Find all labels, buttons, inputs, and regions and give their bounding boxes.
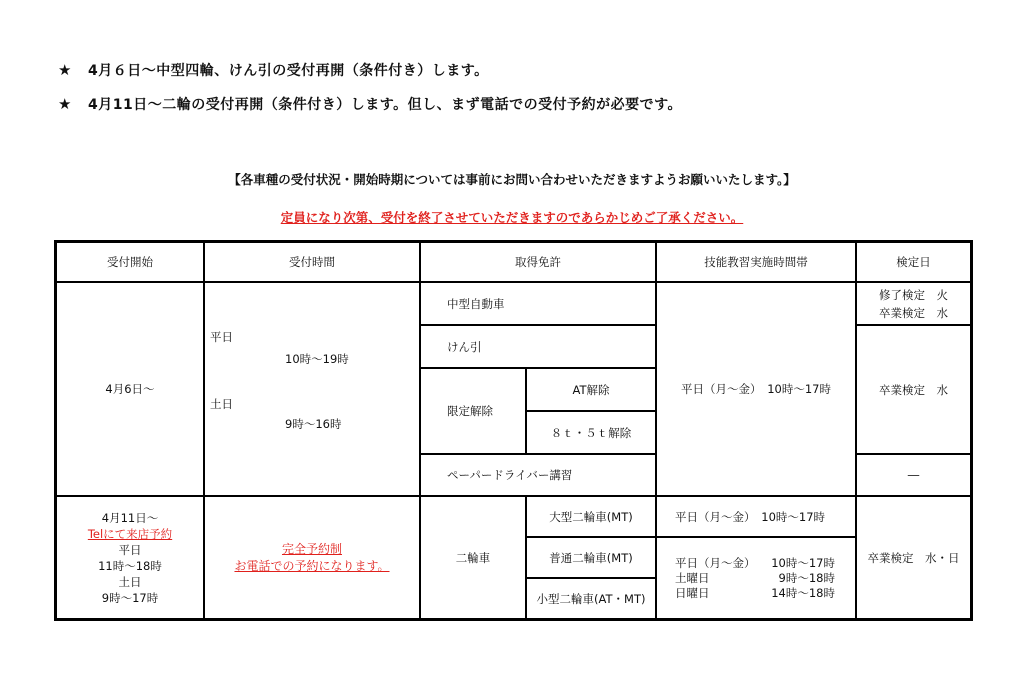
notice-line-2	[58, 94, 682, 114]
row1-exam-1b: 卒業検定 水	[879, 305, 948, 320]
row2-start	[56, 496, 204, 619]
row2-start-tel: Telにて来店予約	[87, 526, 173, 541]
row2-reservation-2: お電話での予約になります。	[234, 558, 390, 573]
row1-start: 4月6日～	[56, 282, 204, 496]
row1-exam-1	[856, 282, 971, 325]
row2-weekday-label: 平日	[118, 542, 142, 557]
row1-license-medium: 中型自動車	[420, 282, 656, 325]
warning-line: 定員になり次第、受付を終了させていただきますのであらかじめご了承ください。	[280, 210, 744, 225]
row2-sched-weekday-label: 平日（月～金）	[675, 555, 756, 570]
info-line: 【各車種の受付状況・開始時期については事前にお問い合わせいただきますようお願いいたします。】	[228, 172, 796, 187]
notice-text-2: 4月11日～二輪の受付再開（条件付き）します。但し、まず電話での受付予約が必要です。	[88, 97, 682, 113]
row2-sched-weekday-time: 10時～17時	[771, 555, 835, 570]
header-hours: 受付時間	[204, 242, 420, 282]
row2-sched-sun-label: 日曜日	[675, 585, 710, 600]
row2-sched-weekday	[675, 556, 835, 571]
row2-start-date: 4月11日～	[101, 510, 159, 525]
row1-hours	[204, 282, 420, 496]
star-icon: ★	[58, 95, 72, 113]
row1-limit-at: AT解除	[526, 368, 656, 411]
row1-weekend-label: 土日	[210, 397, 233, 411]
row1-weekday-label: 平日	[210, 330, 233, 344]
row1-schedule: 平日（月～金） 10時～17時	[656, 282, 856, 496]
notice-text-1: 4月６日～中型四輪、けん引の受付再開（条件付き）します。	[88, 63, 489, 79]
row2-sched-sun	[675, 586, 835, 601]
row2-moto-small: 小型二輪車(AT・MT)	[526, 578, 656, 619]
row1-exam-2: 卒業検定 水	[856, 325, 971, 454]
row2-weekend-label: 土日	[118, 574, 142, 589]
row2-sched-sat-time: 9時～18時	[778, 570, 835, 585]
row2-sched-sat-label: 土曜日	[675, 570, 710, 585]
row2-sched-sat	[675, 571, 835, 586]
row2-sched-normal-small	[656, 537, 856, 619]
header-license: 取得免許	[420, 242, 656, 282]
row1-license-limit: 限定解除	[420, 368, 526, 454]
schedule-table	[54, 240, 973, 621]
row1-weekday-time: 10時～19時	[285, 352, 349, 366]
row2-sched-large: 平日（月～金） 10時～17時	[656, 496, 856, 537]
row1-exam-3: ―	[856, 454, 971, 496]
row2-sched-sun-time: 14時～18時	[771, 585, 835, 600]
header-start: 受付開始	[56, 242, 204, 282]
notice-line-1	[58, 60, 489, 80]
row2-license: 二輪車	[420, 496, 526, 619]
row2-reservation	[204, 496, 420, 619]
header-exam: 検定日	[856, 242, 971, 282]
row2-weekend-time: 9時～17時	[101, 590, 159, 605]
row2-moto-normal: 普通二輪車(MT)	[526, 537, 656, 578]
header-schedule: 技能教習実施時間帯	[656, 242, 856, 282]
row2-reservation-1: 完全予約制	[281, 541, 342, 556]
row1-weekend-time: 9時～16時	[285, 417, 342, 431]
row2-weekday-time: 11時～18時	[98, 558, 162, 573]
row1-license-towing: けん引	[420, 325, 656, 368]
row1-license-paper: ペーパードライバー講習	[420, 454, 656, 496]
row2-exam: 卒業検定 水・日	[856, 496, 971, 619]
row2-moto-large: 大型二輪車(MT)	[526, 496, 656, 537]
row1-limit-8t: ８ｔ・５ｔ解除	[526, 411, 656, 454]
star-icon: ★	[58, 61, 72, 79]
row1-exam-1a: 修了検定 火	[879, 287, 948, 302]
